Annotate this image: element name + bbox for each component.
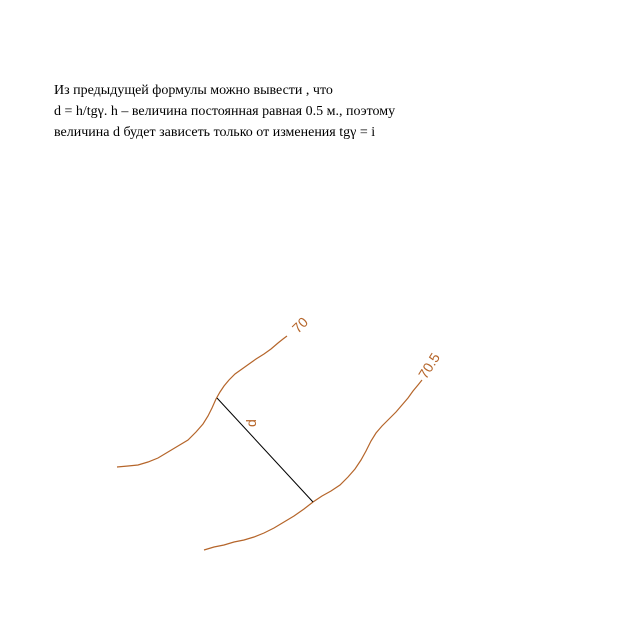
text-line-1: Из предыдущей формулы можно вывести , что [54, 83, 333, 98]
contour-label-70: 70 [288, 313, 312, 337]
text-line-2: d = h/tgγ. h – величина постоянная равная 0.5 м., поэтому [54, 104, 396, 119]
contour-line-70-5 [204, 380, 422, 550]
contour-line-70 [117, 336, 287, 467]
text-line-3: величина d будет зависеть только от изменения tgγ = i [54, 125, 376, 140]
distance-line [217, 398, 313, 502]
distance-label-d: d [243, 419, 259, 427]
contour-label-70-5: 70.5 [414, 350, 443, 382]
